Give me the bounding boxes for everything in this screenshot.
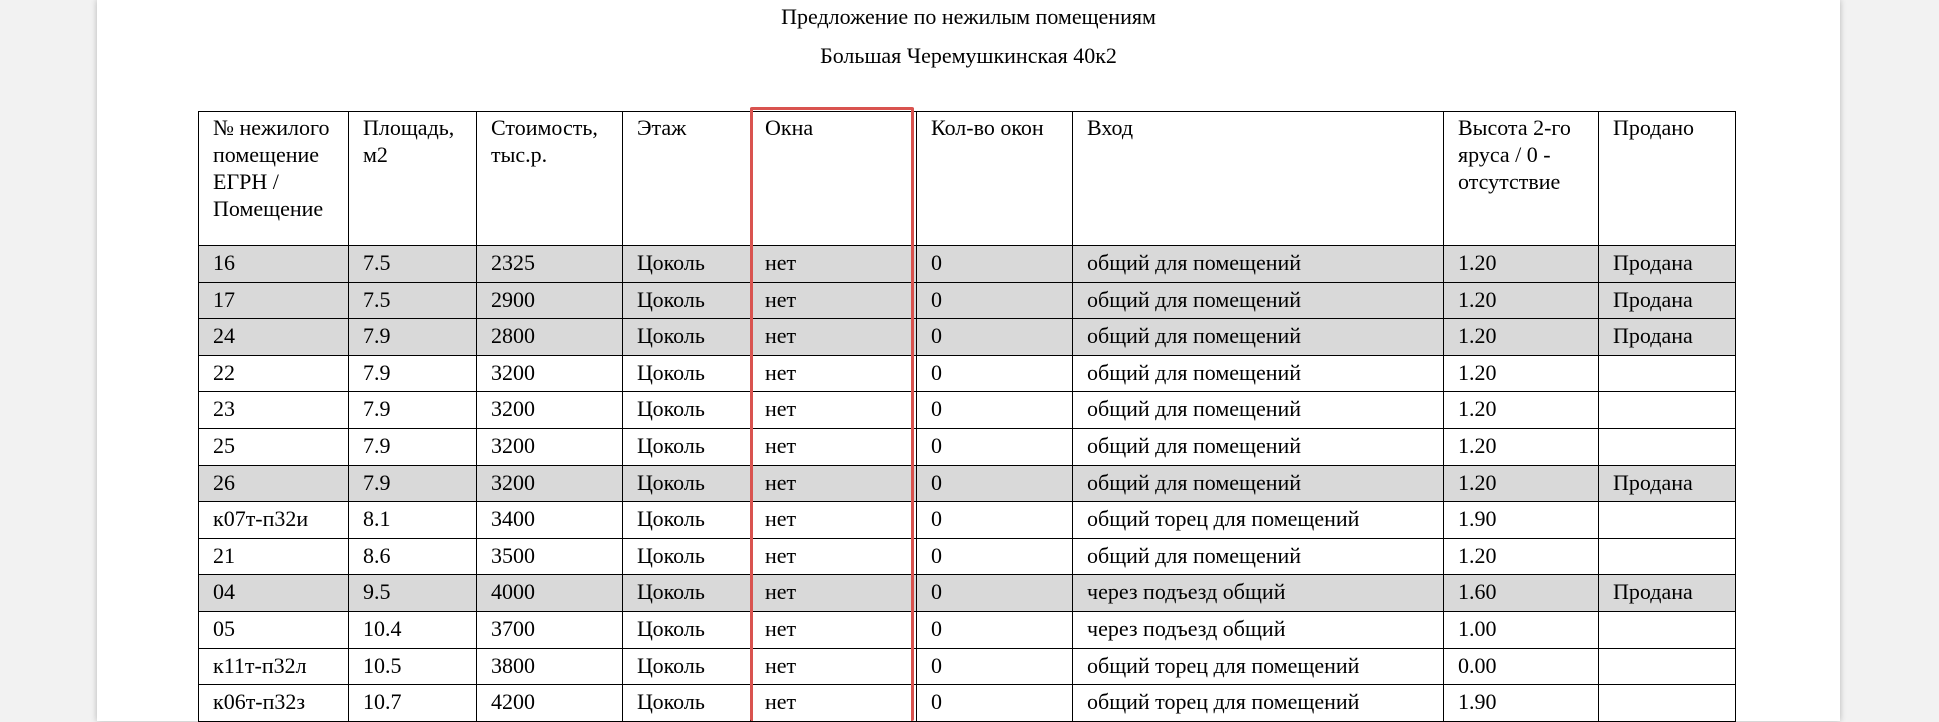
cell-windows: нет: [751, 428, 917, 465]
table-row: [199, 428, 1736, 465]
cell-area: 8.1: [349, 502, 477, 539]
cell-window-count: 0: [917, 246, 1073, 283]
table-row: [199, 538, 1736, 575]
cell-windows: нет: [751, 648, 917, 685]
cell-floor: Цоколь: [623, 648, 751, 685]
cell-windows: нет: [751, 465, 917, 502]
cell-entrance: общий для помещений: [1073, 246, 1444, 283]
cell-sold: [1599, 611, 1736, 648]
cell-window-count: 0: [917, 575, 1073, 612]
cell-area: 9.5: [349, 575, 477, 612]
table-row: [199, 246, 1736, 283]
cell-price: 2900: [477, 282, 623, 319]
cell-height: 1.20: [1444, 282, 1599, 319]
cell-id: 16: [199, 246, 349, 283]
cell-windows: нет: [751, 502, 917, 539]
header-area: Площадь, м2: [349, 112, 477, 246]
cell-height: 1.20: [1444, 319, 1599, 356]
cell-window-count: 0: [917, 611, 1073, 648]
cell-sold: [1599, 502, 1736, 539]
cell-price: 3800: [477, 648, 623, 685]
document-subtitle: Большая Черемушкинская 40к2: [820, 43, 1117, 68]
cell-entrance: через подъезд общий: [1073, 611, 1444, 648]
cell-sold: Продана: [1599, 575, 1736, 612]
cell-area: 7.9: [349, 319, 477, 356]
cell-height: 1.20: [1444, 465, 1599, 502]
cell-id: 22: [199, 355, 349, 392]
cell-price: 3200: [477, 465, 623, 502]
cell-window-count: 0: [917, 648, 1073, 685]
cell-area: 10.7: [349, 685, 477, 722]
cell-area: 7.9: [349, 428, 477, 465]
cell-floor: Цоколь: [623, 319, 751, 356]
cell-window-count: 0: [917, 319, 1073, 356]
cell-height: 1.60: [1444, 575, 1599, 612]
header-id: № нежилого помещение ЕГРН / Помещение: [199, 112, 349, 246]
cell-floor: Цоколь: [623, 392, 751, 429]
cell-sold: Продана: [1599, 465, 1736, 502]
cell-area: 8.6: [349, 538, 477, 575]
table-row: [199, 611, 1736, 648]
cell-sold: Продана: [1599, 246, 1736, 283]
cell-height: 1.20: [1444, 392, 1599, 429]
cell-height: 1.20: [1444, 538, 1599, 575]
cell-id: 04: [199, 575, 349, 612]
header-height: Высота 2-го яруса / 0 - отсутствие: [1444, 112, 1599, 246]
cell-sold: [1599, 355, 1736, 392]
cell-height: 1.90: [1444, 502, 1599, 539]
cell-floor: Цоколь: [623, 538, 751, 575]
cell-floor: Цоколь: [623, 282, 751, 319]
cell-area: 7.5: [349, 282, 477, 319]
cell-area: 7.9: [349, 355, 477, 392]
cell-entrance: общий для помещений: [1073, 392, 1444, 429]
table-row: [199, 685, 1736, 722]
header-price: Стоимость, тыс.р.: [477, 112, 623, 246]
cell-sold: Продана: [1599, 282, 1736, 319]
cell-price: 2800: [477, 319, 623, 356]
header-entrance: Вход: [1073, 112, 1444, 246]
table-row: [199, 502, 1736, 539]
cell-id: 25: [199, 428, 349, 465]
cell-windows: нет: [751, 319, 917, 356]
document-page: [97, 0, 1840, 721]
cell-height: 1.20: [1444, 428, 1599, 465]
table-header-row: [199, 112, 1736, 246]
cell-sold: [1599, 538, 1736, 575]
cell-price: 3500: [477, 538, 623, 575]
cell-entrance: общий торец для помещений: [1073, 502, 1444, 539]
cell-floor: Цоколь: [623, 355, 751, 392]
cell-windows: нет: [751, 392, 917, 429]
table-row: [199, 282, 1736, 319]
cell-id: 17: [199, 282, 349, 319]
cell-price: 3200: [477, 392, 623, 429]
cell-sold: [1599, 392, 1736, 429]
cell-entrance: общий для помещений: [1073, 465, 1444, 502]
cell-height: 1.20: [1444, 246, 1599, 283]
cell-sold: [1599, 685, 1736, 722]
cell-window-count: 0: [917, 392, 1073, 429]
cell-floor: Цоколь: [623, 502, 751, 539]
cell-id: 26: [199, 465, 349, 502]
offer-table: [198, 111, 1736, 722]
cell-price: 3400: [477, 502, 623, 539]
cell-windows: нет: [751, 355, 917, 392]
cell-floor: Цоколь: [623, 611, 751, 648]
cell-entrance: общий торец для помещений: [1073, 648, 1444, 685]
cell-floor: Цоколь: [623, 246, 751, 283]
cell-window-count: 0: [917, 428, 1073, 465]
cell-windows: нет: [751, 246, 917, 283]
cell-window-count: 0: [917, 538, 1073, 575]
table-row: [199, 355, 1736, 392]
cell-price: 4200: [477, 685, 623, 722]
cell-windows: нет: [751, 575, 917, 612]
cell-window-count: 0: [917, 502, 1073, 539]
cell-window-count: 0: [917, 355, 1073, 392]
header-windows: Окна: [751, 112, 917, 246]
cell-window-count: 0: [917, 465, 1073, 502]
table-row: [199, 465, 1736, 502]
cell-sold: [1599, 428, 1736, 465]
cell-price: 3700: [477, 611, 623, 648]
table-row: [199, 319, 1736, 356]
table-row: [199, 648, 1736, 685]
cell-entrance: общий для помещений: [1073, 319, 1444, 356]
cell-id: к11т-п32л: [199, 648, 349, 685]
cell-price: 2325: [477, 246, 623, 283]
cell-entrance: общий для помещений: [1073, 538, 1444, 575]
cell-area: 10.5: [349, 648, 477, 685]
cell-id: к07т-п32и: [199, 502, 349, 539]
cell-price: 4000: [477, 575, 623, 612]
cell-id: 24: [199, 319, 349, 356]
cell-window-count: 0: [917, 282, 1073, 319]
cell-windows: нет: [751, 685, 917, 722]
cell-height: 1.20: [1444, 355, 1599, 392]
cell-entrance: общий для помещений: [1073, 282, 1444, 319]
cell-id: 23: [199, 392, 349, 429]
cell-floor: Цоколь: [623, 575, 751, 612]
cell-entrance: общий торец для помещений: [1073, 685, 1444, 722]
cell-id: 05: [199, 611, 349, 648]
cell-price: 3200: [477, 355, 623, 392]
cell-area: 7.9: [349, 465, 477, 502]
cell-area: 10.4: [349, 611, 477, 648]
cell-sold: Продана: [1599, 319, 1736, 356]
table-row: [199, 392, 1736, 429]
cell-price: 3200: [477, 428, 623, 465]
cell-floor: Цоколь: [623, 685, 751, 722]
header-sold: Продано: [1599, 112, 1736, 246]
cell-windows: нет: [751, 538, 917, 575]
cell-area: 7.9: [349, 392, 477, 429]
cell-windows: нет: [751, 282, 917, 319]
cell-entrance: общий для помещений: [1073, 355, 1444, 392]
cell-sold: [1599, 648, 1736, 685]
cell-entrance: общий для помещений: [1073, 428, 1444, 465]
document-title: Предложение по нежилым помещениям: [781, 4, 1156, 29]
cell-height: 1.90: [1444, 685, 1599, 722]
cell-height: 1.00: [1444, 611, 1599, 648]
cell-windows: нет: [751, 611, 917, 648]
header-window-count: Кол-во окон: [917, 112, 1073, 246]
table-row: [199, 575, 1736, 612]
cell-entrance: через подъезд общий: [1073, 575, 1444, 612]
cell-height: 0.00: [1444, 648, 1599, 685]
cell-id: 21: [199, 538, 349, 575]
header-floor: Этаж: [623, 112, 751, 246]
cell-window-count: 0: [917, 685, 1073, 722]
cell-id: к06т-п32з: [199, 685, 349, 722]
cell-floor: Цоколь: [623, 428, 751, 465]
cell-area: 7.5: [349, 246, 477, 283]
cell-floor: Цоколь: [623, 465, 751, 502]
